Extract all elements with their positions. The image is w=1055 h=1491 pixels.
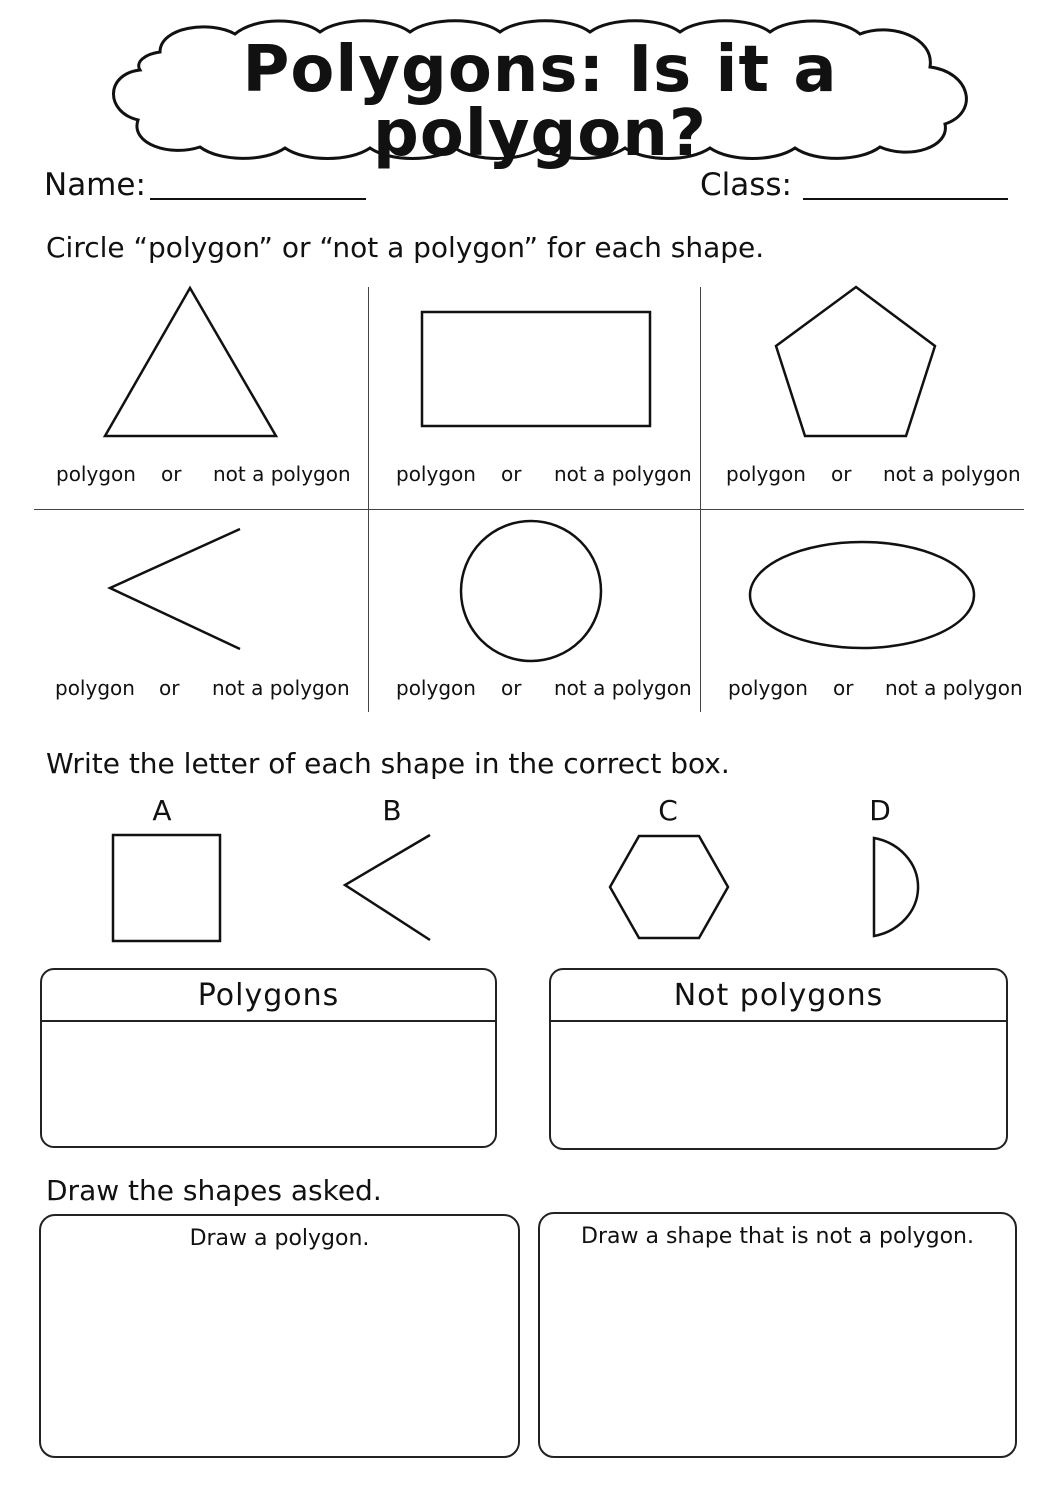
class-label: Class: [700,167,793,203]
name-label: Name: [44,167,146,203]
section1-instruction: Circle “polygon” or “not a polygon” for each shape. [46,231,765,264]
choice-or: or [161,462,182,486]
semicircle-icon [871,835,933,939]
grid-divider [34,509,1024,510]
choice-polygon[interactable]: polygon [396,462,476,486]
triangle-icon [100,285,280,440]
choice-not-polygon[interactable]: not a polygon [554,462,692,486]
open-angle-icon [106,526,242,652]
shape-letter-d: D [869,794,891,827]
choice-or: or [501,462,522,486]
shape-letter-b: B [382,794,402,827]
choice-not-polygon[interactable]: not a polygon [212,676,350,700]
shape-letter-a: A [152,794,172,827]
open-angle-icon [340,832,434,944]
grid-divider [368,287,369,712]
choice-or: or [831,462,852,486]
choice-not-polygon[interactable]: not a polygon [885,676,1023,700]
rectangle-icon [420,310,652,428]
choice-or: or [501,676,522,700]
circle-icon [458,518,604,664]
hexagon-icon [606,833,732,941]
choice-or: or [159,676,180,700]
draw-not-polygon-box[interactable] [538,1212,1017,1458]
pentagon-icon [774,285,938,439]
choice-polygon[interactable]: polygon [56,462,136,486]
draw-polygon-prompt: Draw a polygon. [189,1226,370,1251]
choice-not-polygon[interactable]: not a polygon [213,462,351,486]
name-field[interactable] [150,198,366,200]
square-icon [111,833,223,943]
choice-polygon[interactable]: polygon [55,676,135,700]
grid-divider [700,287,701,712]
section2-instruction: Write the letter of each shape in the correct box. [46,747,730,780]
choice-polygon[interactable]: polygon [728,676,808,700]
choice-polygon[interactable]: polygon [396,676,476,700]
choice-polygon[interactable]: polygon [726,462,806,486]
choice-or: or [833,676,854,700]
choice-not-polygon[interactable]: not a polygon [554,676,692,700]
polygons-sort-box[interactable] [40,968,497,1148]
ellipse-icon [746,538,978,652]
section3-instruction: Draw the shapes asked. [46,1174,382,1207]
draw-polygon-box[interactable] [39,1214,520,1458]
shape-letter-c: C [658,794,678,827]
choice-not-polygon[interactable]: not a polygon [883,462,1021,486]
page-title: Polygons: Is it a polygon? [242,33,838,171]
not-polygons-sort-box[interactable] [549,968,1008,1150]
draw-not-polygon-prompt: Draw a shape that is not a polygon. [581,1224,974,1249]
not-polygons-box-title: Not polygons [551,970,1006,1022]
polygons-box-title: Polygons [42,970,495,1022]
class-field[interactable] [803,198,1008,200]
